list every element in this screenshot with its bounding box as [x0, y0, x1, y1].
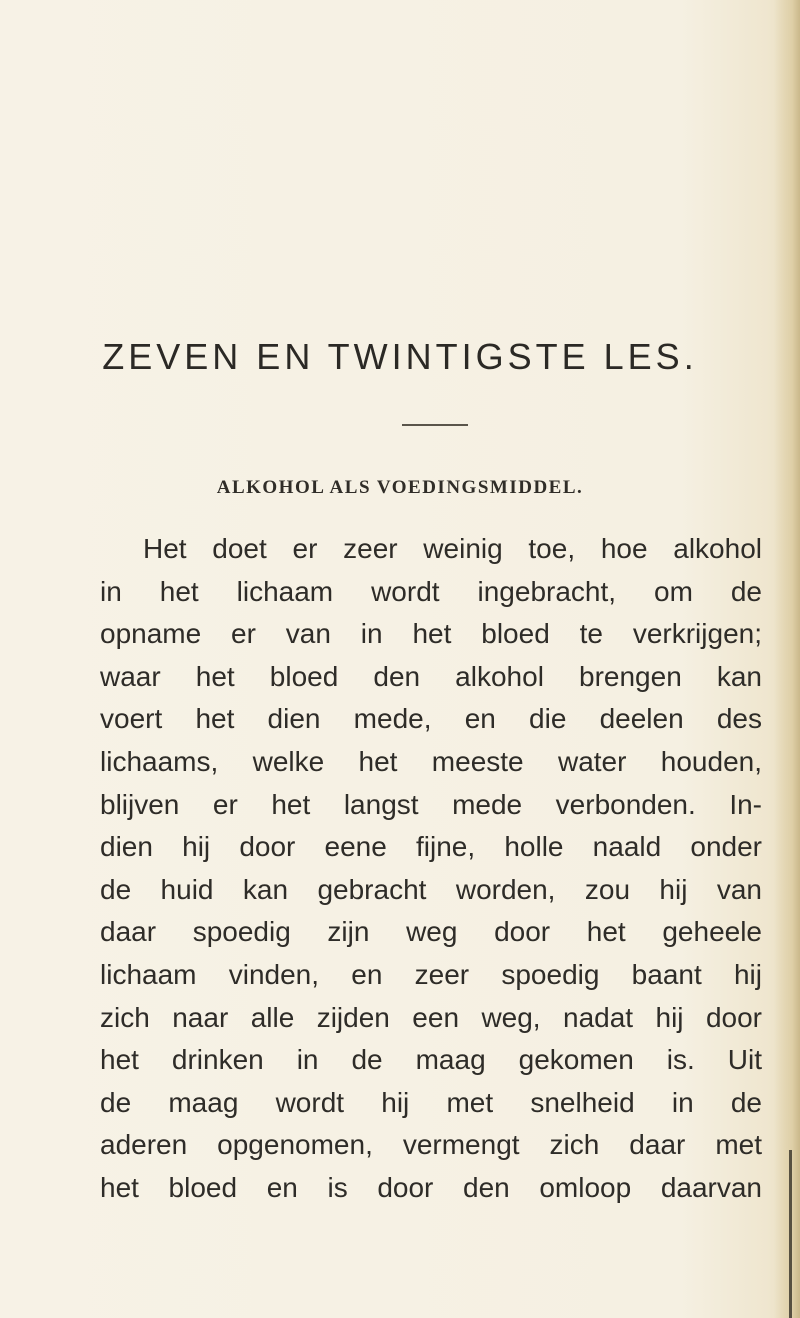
text-line: lichaams, welke het meeste water houden, — [100, 745, 762, 777]
text-line: daar spoedig zijn weg door het geheele — [100, 916, 762, 948]
page-edge-line — [789, 1150, 792, 1318]
text-line: het drinken in de maag gekomen is. Uit — [100, 1044, 762, 1076]
page-edge-shadow — [774, 0, 800, 1318]
chapter-title: ZEVEN EN TWINTIGSTE LES. — [102, 336, 698, 377]
text-line: blijven er het langst mede verbonden. In- — [100, 788, 762, 820]
text-line: de huid kan gebracht worden, zou hij van — [100, 873, 762, 905]
text-line: dien hij door eene fijne, holle naald onder — [100, 831, 762, 863]
text-line: opname er van in het bloed te verkrijgen; — [100, 618, 762, 650]
chapter-subtitle: ALKOHOL ALS VOEDINGSMIDDEL. — [216, 477, 584, 498]
text-line: het bloed en is door den omloop daarvan — [100, 1171, 762, 1203]
text-line: voert het dien mede, en die deelen des — [100, 703, 762, 735]
text-line: lichaam vinden, en zeer spoedig baant hij — [100, 958, 762, 990]
text-line: zich naar alle zijden een weg, nadat hij door — [100, 1001, 762, 1033]
text-line: de maag wordt hij met snelheid in de — [100, 1086, 762, 1118]
title-divider — [402, 424, 468, 426]
text-line: waar het bloed den alkohol brengen kan — [100, 660, 762, 692]
text-line: Het doet er zeer weinig toe, hoe alkohol — [143, 533, 762, 564]
text-line: aderen opgenomen, vermengt zich daar met — [100, 1129, 762, 1161]
text-line: in het lichaam wordt ingebracht, om de — [100, 575, 762, 607]
body-paragraph — [100, 528, 762, 1210]
